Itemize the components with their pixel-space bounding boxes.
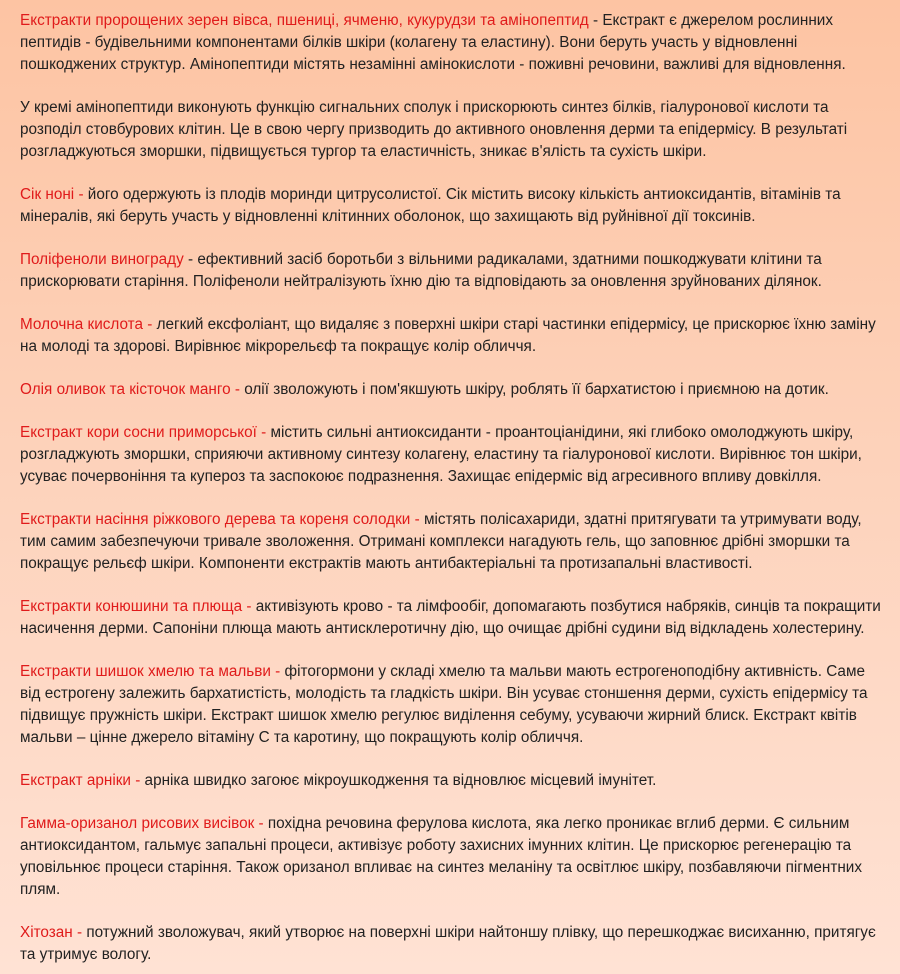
ingredient-description: фітогормони у складі хмелю та мальви мають естрогеноподібну активність. Саме від естрогену залежить бархатистість, молодість та гладкість шкіри. Він усуває стоншення дерми, сухість епідермісу та підвищує пружність шкіри. Екстракт шишок хмелю регулює виділення себуму, усуваючи жирний блиск. Екстракт квітів мальви – цінне джерело вітаміну С та каротину, що покращують колір обличчя. — [20, 663, 868, 746]
ingredient-paragraph-olive-mango-oil — [20, 379, 884, 401]
ingredient-paragraph-clover-ivy — [20, 596, 884, 640]
ingredient-term: Екстракт арніки - — [20, 772, 141, 789]
ingredient-term: Гамма-оризанол рисових висівок - — [20, 815, 264, 832]
ingredient-paragraph-grape-polyphenols — [20, 249, 884, 293]
ingredient-paragraph-oryzanol — [20, 813, 884, 901]
ingredient-term: Поліфеноли винограду — [20, 251, 184, 268]
ingredient-term: Екстракти насіння ріжкового дерева та кореня солодки - — [20, 511, 420, 528]
ingredient-description: олії зволожують і пом'якшують шкіру, роблять її бархатистою і приємною на дотик. — [239, 381, 829, 398]
ingredient-term: Екстракт кори сосни приморської - — [20, 424, 267, 441]
ingredient-paragraph-lactic-acid — [20, 314, 884, 358]
ingredient-description: містять полісахариди, здатні притягувати та утримувати воду, тим самим забезпечуючи тривале зволоження. Отримані комплекси нагадують гель, що заповнює дрібні зморшки та покращує рельєф шкіри. Компоненти екстрактів мають антибактеріальні та протизапальні властивості. — [20, 511, 862, 572]
ingredient-term: Хітозан - — [20, 924, 83, 941]
ingredient-term: Екстракти конюшини та плюща - — [20, 598, 252, 615]
ingredient-term: Сік нoні - — [20, 186, 84, 203]
ingredient-description: містить сильні антиоксиданти - проантоціанідини, які глибоко омолоджують шкіру, розгладжують зморшки, сприяючи активному синтезу колагену, еластину та гіалуронової кислоти. Вирівнює тон шкіри, усуває почервоніння та купероз та заспокоює подразнення. Захищає епідерміс від агресивного впливу довкілля. — [20, 424, 862, 485]
ingredient-description: арніка швидко загоює мікроушкодження та відновлює місцевий імунітет. — [140, 772, 657, 789]
ingredient-description: похідна речовина ферулова кислота, яка легко проникає вглиб дерми. Є сильним антиоксидантом, гальмує запальні процеси, активізує роботу захисних імунних клітин. Це прискорює регенерацію та уповільнює процеси старіння. Також оризанол впливає на синтез меланіну та освітлює шкіру, позбавляючи пігментних плям. — [20, 815, 862, 898]
ingredient-paragraph-aminopeptides — [20, 10, 884, 76]
ingredient-term: Молочна кислота - — [20, 316, 153, 333]
ingredient-term: Екстракти пророщених зерен вівса, пшениці, ячменю, кукурудзи та амінопептид — [20, 12, 589, 29]
ingredient-description: - Екстракт є джерелом рослинних пептидів - будівельними компонентами білків шкіри (колагену та еластину). Вони беруть участь у відновленні пошкоджених структур. Амінопептиди містять незамінні амінокислоти - поживні речовини, важливі для відновлення. — [20, 12, 846, 73]
ingredient-term: Олія оливок та кісточок манго - — [20, 381, 240, 398]
ingredient-description: його одержують із плодів моринди цитрусолистої. Сік містить високу кількість антиоксидантів, вітамінів та мінералів, які беруть участь у відновленні клітинних оболонок, що захищають від руйнівної дії токсинів. — [20, 186, 841, 225]
ingredient-term: Екстракти шишок хмелю та мальви - — [20, 663, 281, 680]
ingredient-description: потужний зволожувач, який утворює на поверхні шкіри найтоншу плівку, що перешкоджає висиханню, притягує та утримує вологу. — [20, 924, 876, 963]
ingredient-description: - ефективний засіб боротьби з вільними радикалами, здатними пошкоджувати клітини та прискорювати старіння. Поліфеноли нейтралізують їхню дію та відповідають за оновлення зруйнованих ділянок. — [20, 251, 822, 290]
ingredient-paragraph-carob-licorice — [20, 509, 884, 575]
ingredient-paragraph-hops-mallow — [20, 661, 884, 749]
ingredient-paragraph-aminopeptides-effect — [20, 97, 884, 163]
ingredient-paragraph-arnica — [20, 770, 884, 792]
ingredient-description: У кремі амінопептиди виконують функцію сигнальних сполук і прискорюють синтез білків, гіалуронової кислоти та розподіл стовбурових клітин. Це в свою чергу призводить до активного оновлення дерми та епідермісу. В результаті розгладжуються зморшки, підвищується тургор та еластичність, зникає в'ялість та сухість шкіри. — [20, 99, 848, 160]
ingredient-description: активізують крово - та лімфообіг, допомагають позбутися набряків, синців та покращити насичення дерми. Сапоніни плюща мають антисклеротичну дію, що очищає дрібні судини від відкладень холестерину. — [20, 598, 881, 637]
ingredient-paragraph-pine-bark — [20, 422, 884, 488]
ingredient-description: легкий ексфоліант, що видаляє з поверхні шкіри старі частинки епідермісу, це прискорює їхню заміну на молоді та здорові. Вирівнює мікрорельєф та покращує колір обличчя. — [20, 316, 876, 355]
ingredient-paragraph-chitosan — [20, 922, 884, 966]
ingredient-paragraph-noni — [20, 184, 884, 228]
